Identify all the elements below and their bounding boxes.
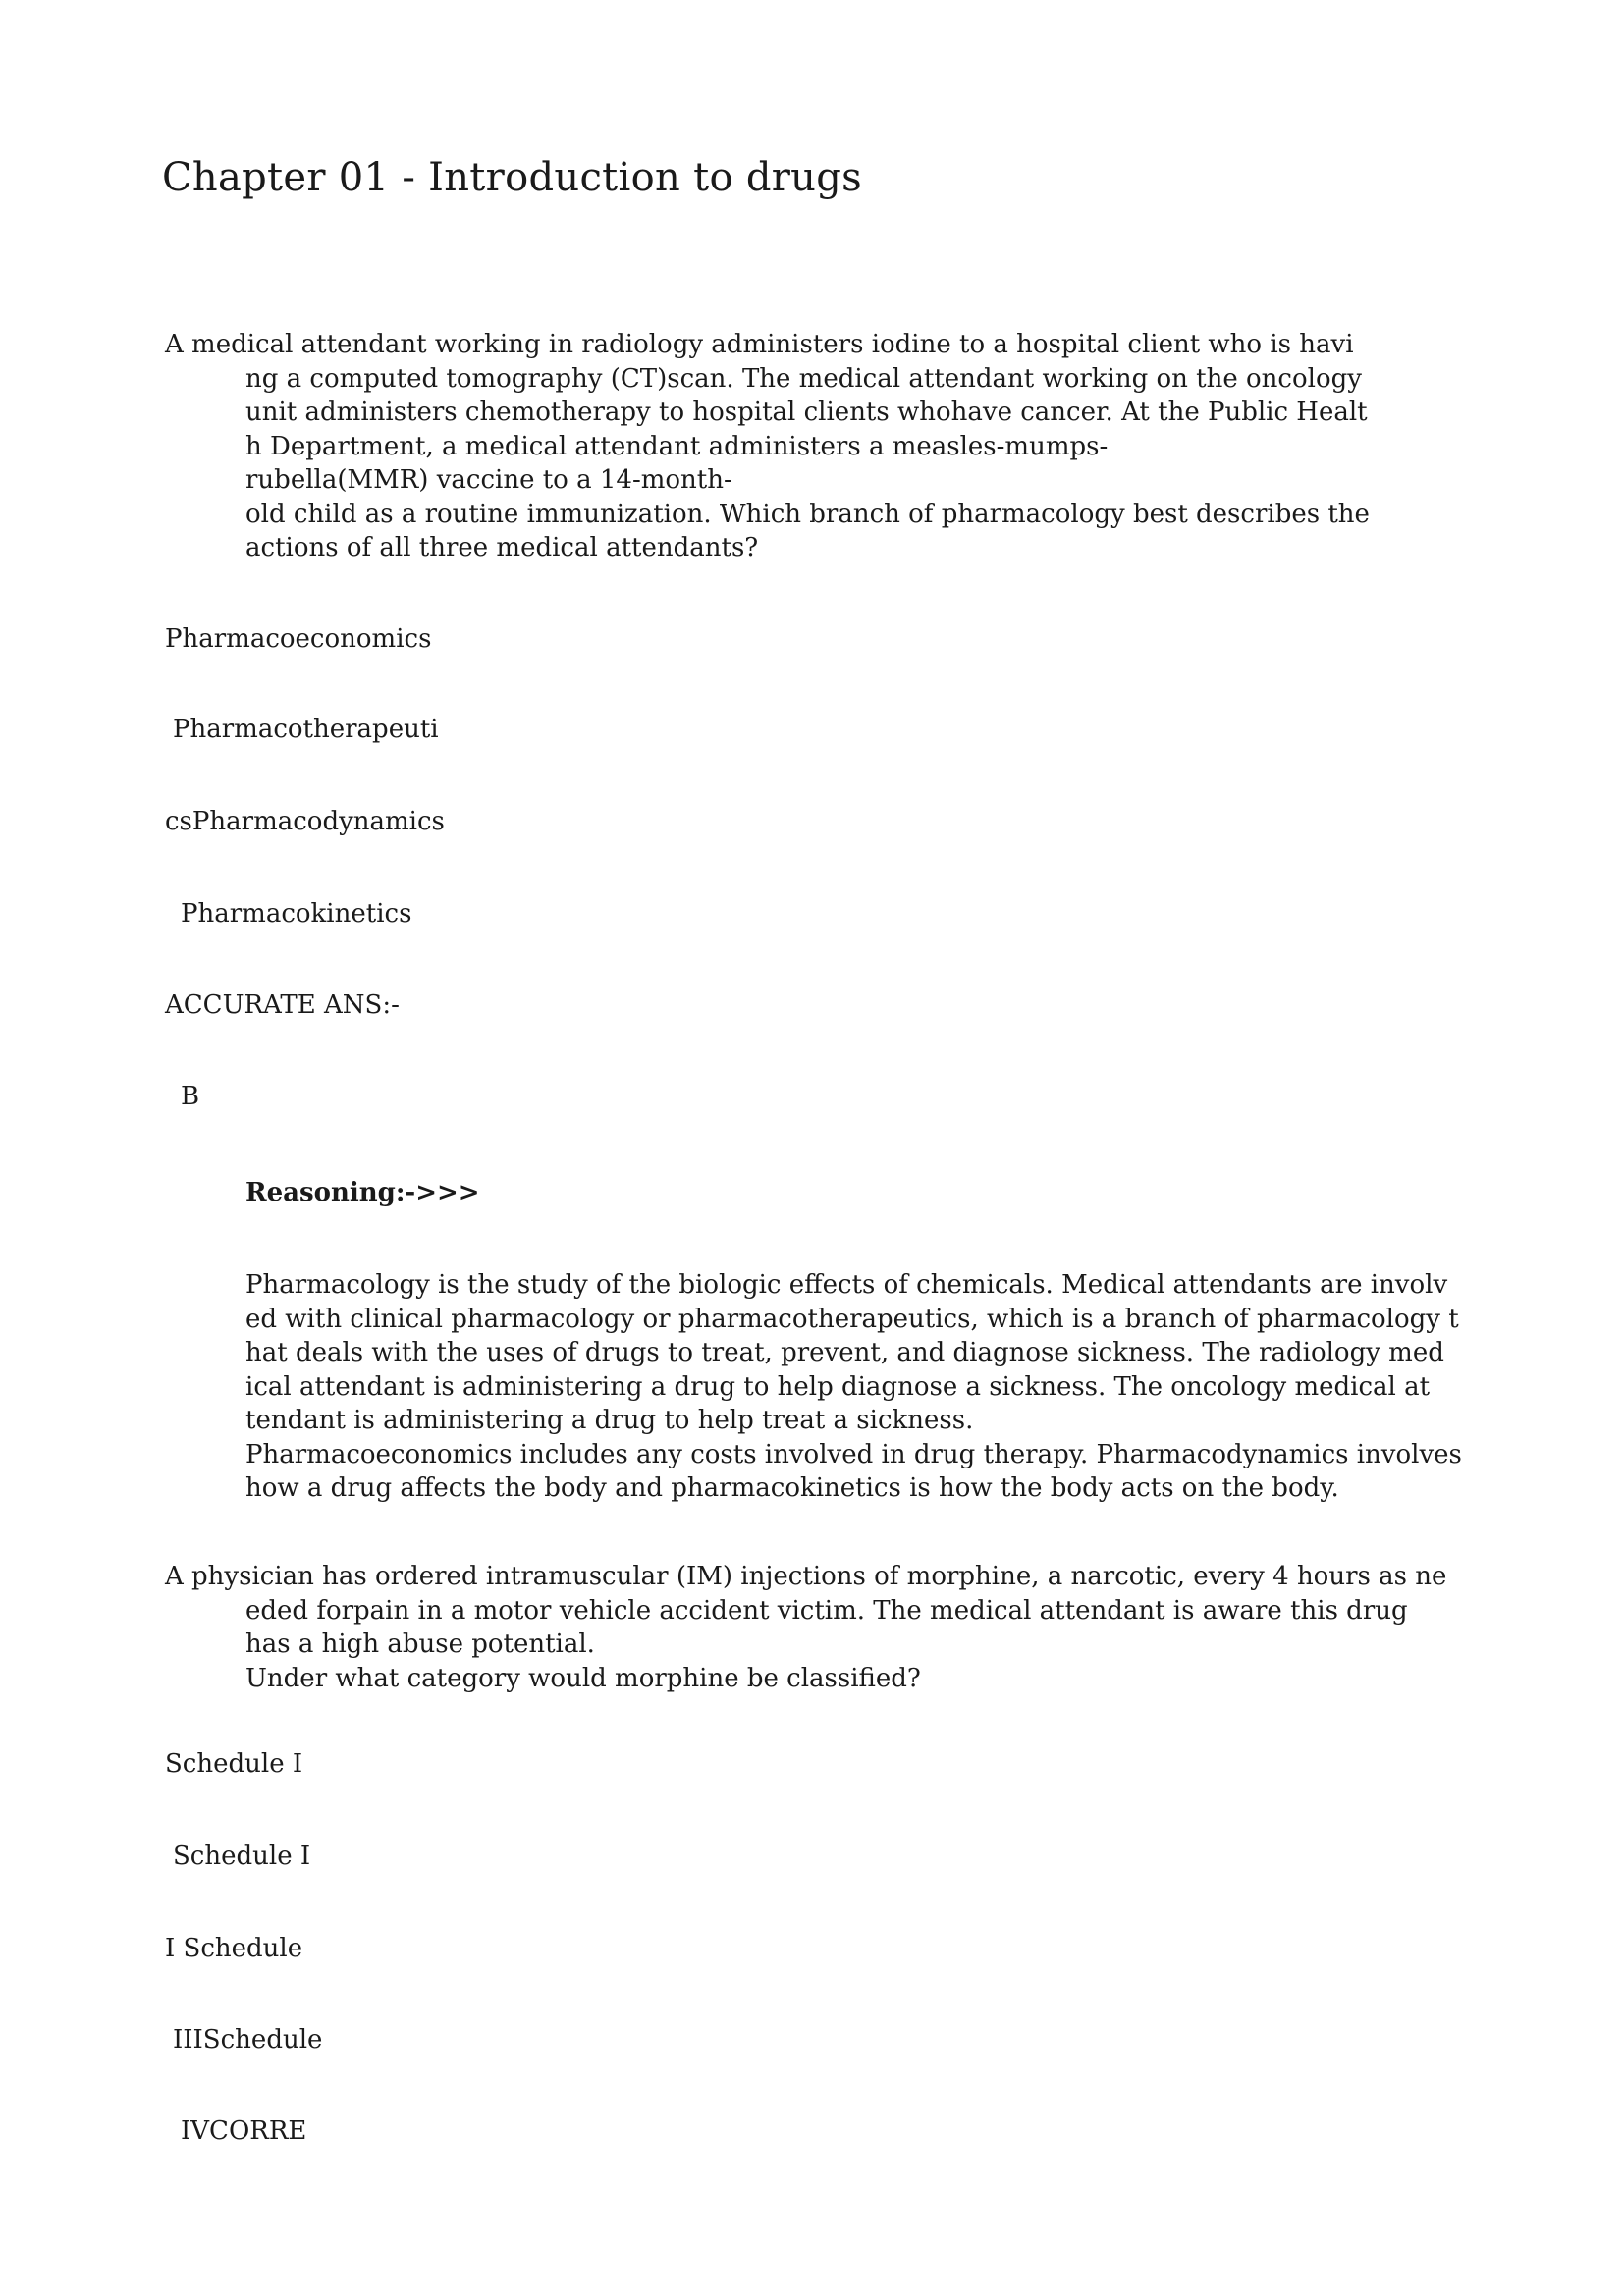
question-1-option: Pharmacotherapeuti [173, 715, 439, 744]
question-1-line: A medical attendant working in radiology administers iodine to a hospital client who is havi [165, 330, 1354, 359]
question-1-line: unit administers chemotherapy to hospital clients whohave cancer. At the Public Healt [245, 398, 1368, 427]
answer-label: ACCURATE ANS:- [165, 990, 400, 1020]
answer-value: B [181, 1082, 200, 1111]
question-1-option: Pharmacoeconomics [165, 624, 432, 654]
question-2-option: Schedule I [173, 1842, 311, 1871]
reasoning-line: how a drug affects the body and pharmacokinetics is how the body acts on the body. [245, 1473, 1339, 1503]
question-1-option: csPharmacodynamics [165, 807, 445, 836]
question-2-option: IVCORRE [181, 2116, 307, 2146]
reasoning-line: ed with clinical pharmacology or pharmacotherapeutics, which is a branch of pharmacology t [245, 1304, 1459, 1334]
reasoning-line: tendant is administering a drug to help treat a sickness. [245, 1406, 974, 1435]
question-1-line: old child as a routine immunization. Which branch of pharmacology best describes the [245, 499, 1370, 529]
question-1-stem [165, 328, 1461, 565]
question-1-line: h Department, a medical attendant administers a measles-mumps- [245, 431, 1109, 461]
chapter-title: Chapter 01 - Introduction to drugs [162, 155, 862, 200]
question-2-line: eded forpain in a motor vehicle accident victim. The medical attendant is aware this drug [245, 1595, 1408, 1626]
question-1-line: rubella(MMR) vaccine to a 14-month- [245, 465, 732, 495]
question-2-stem [165, 1560, 1461, 1695]
question-1-line: ng a computed tomography (CT)scan. The medical attendant working on the oncology [245, 363, 1362, 394]
question-1-option: Pharmacokinetics [181, 899, 412, 929]
question-2-option: Schedule I [165, 1749, 303, 1779]
reasoning-line: hat deals with the uses of drugs to treat, prevent, and diagnose sickness. The radiology med [245, 1338, 1444, 1367]
reasoning-line: Pharmacology is the study of the biologic effects of chemicals. Medical attendants are involv [245, 1270, 1448, 1300]
question-2-option: IIISchedule [173, 2025, 323, 2055]
question-2-line: has a high abuse potential. [245, 1629, 595, 1659]
reasoning-line: Pharmacoeconomics includes any costs involved in drug therapy. Pharmacodynamics involves [245, 1439, 1462, 1469]
reasoning-text [245, 1268, 1462, 1506]
question-2-line: A physician has ordered intramuscular (IM) injections of morphine, a narcotic, every 4 hours as ne [165, 1562, 1447, 1591]
question-2-line: Under what category would morphine be classified? [245, 1663, 921, 1693]
question-1-line: actions of all three medical attendants? [245, 533, 759, 562]
question-2-option: I Schedule [165, 1934, 303, 1963]
reasoning-label: Reasoning:->>> [245, 1178, 480, 1207]
reasoning-line: ical attendant is administering a drug to help diagnose a sickness. The oncology medical at [245, 1371, 1431, 1402]
